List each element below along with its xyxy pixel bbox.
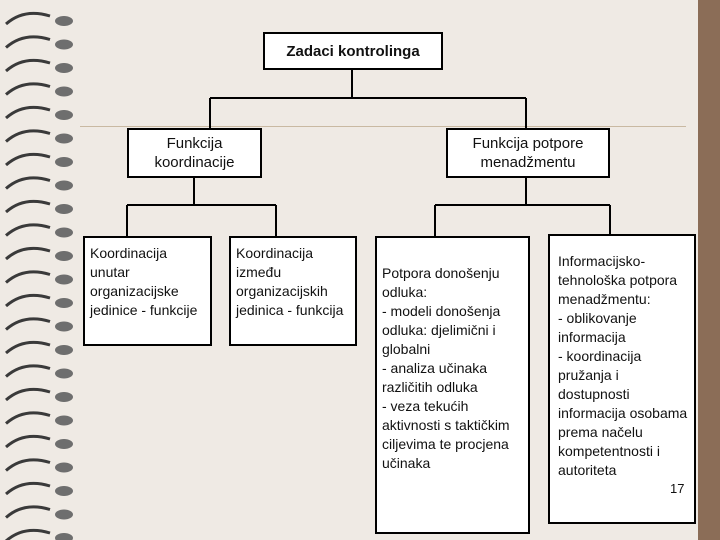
leaf-node-odluke: Potpora donošenju odluka: - modeli donošenja odluka: djelimični i globalni - analiza učinaka različitih odluka - veza tekućih aktivnosti s taktičkim ciljevima te procjena učinaka	[375, 236, 530, 534]
branch-node-potpora: Funkcija potpore menadžmentu	[446, 128, 610, 178]
root-node: Zadaci kontrolinga	[263, 32, 443, 70]
page-number: 17	[670, 481, 685, 496]
branch-node-koordinacija: Funkcija koordinacije	[127, 128, 262, 178]
leaf-node-informacije: Informacijsko-tehnološka potpora menadžmentu: - oblikovanje informacija - koordinacija pružanja i dostupnosti informacija osobama prema načelu kompetentnosti i autoriteta	[548, 234, 696, 524]
leaf-node-unutar: Koordinacija unutar organizacijske jedinice - funkcije	[83, 236, 212, 346]
leaf-node-izmedju: Koordinacija između organizacijskih jedinica - funkcija	[229, 236, 357, 346]
